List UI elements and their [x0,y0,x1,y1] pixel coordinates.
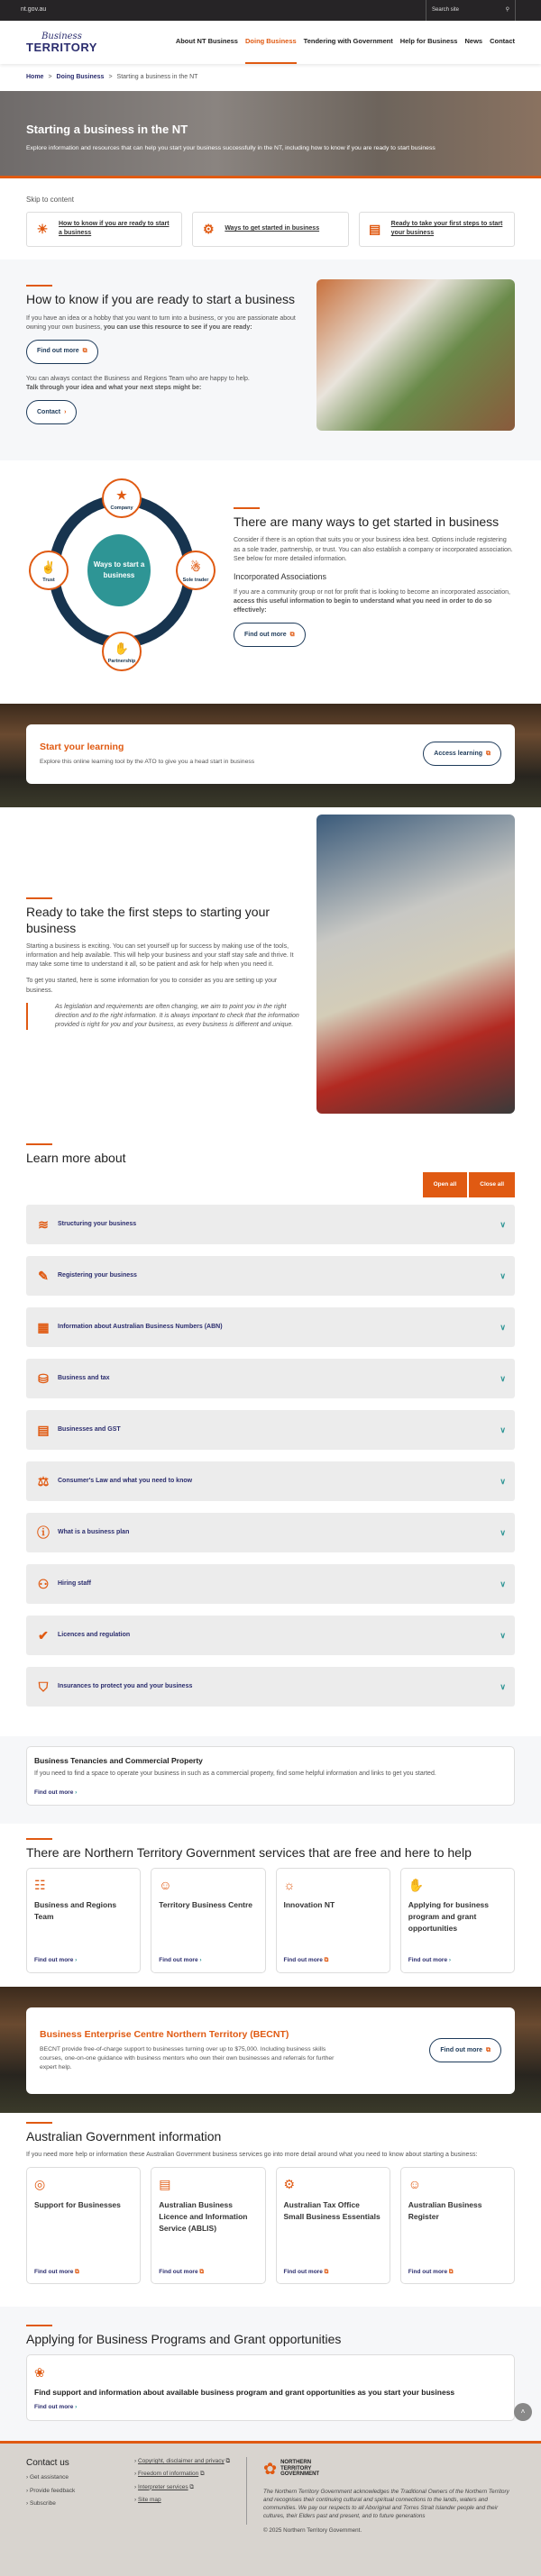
govt-find-out-more-link[interactable]: Find out more ⧉ [408,2268,454,2275]
accordion-label: Hiring staff [58,1580,91,1588]
accordion-label: Licences and regulation [58,1632,131,1639]
tenancy-section [0,1736,541,1824]
shield-icon: ⛉ [38,1679,49,1694]
accordion-item[interactable] [26,1307,515,1347]
contact-us-heading: Contact us [26,2457,69,2468]
external-link-icon: ⧉ [324,1957,329,1964]
govt-text: If you need more help or information these Australian Government business services go into more detail around what you need to know about starting a business: [26,2152,478,2159]
accent-bar [26,1838,52,1840]
head-bulb-icon: ☃ [190,560,201,574]
access-learning-button[interactable] [423,742,501,766]
org-chart-icon: ⚇ [37,1576,50,1591]
search-box[interactable] [426,0,516,21]
tenancy-text: If you need to find a space to operate your business in such as a commercial property, find some helpful information and links to get you started. [34,1770,436,1778]
external-link-icon: ⧉ [324,2268,329,2275]
copyright-text: © 2025 Northern Territory Government. [263,2526,362,2534]
accent-bar [26,2122,52,2124]
first-steps-heading: Ready to take the first steps to starting your business [26,905,270,935]
chevron-down-icon[interactable]: ∨ [500,1476,506,1486]
becnt-title: Business Enterprise Centre Northern Territory (BECNT) [40,2029,289,2041]
check-badge-icon: ✔ [38,1627,49,1643]
chat-person-icon: ☺ [159,1877,172,1892]
govt-card-title: Support for Businesses [34,2199,121,2209]
service-card-title: Innovation NT [283,1899,335,1909]
page-title: Starting a business in the NT [26,123,188,136]
button-label: Find out more [37,348,79,355]
team-icon: ☷ [34,1877,46,1892]
bricks-icon: ▦ [37,1319,50,1334]
team-stars-icon: ★ [116,487,127,502]
breadcrumb-separator: > [108,73,113,80]
calculator-icon: ▤ [37,1422,50,1437]
external-link-icon: ⧉ [199,2268,205,2275]
contact-text: You can always contact the Business and Regions Team who are happy to help. [26,375,250,382]
first-steps-text-2: To get you started, here is some information for you to consider as you are setting up your business. [26,978,278,994]
breadcrumb-current: Starting a business in the NT [116,73,198,80]
chevron-down-icon[interactable]: ∨ [500,1681,506,1691]
becnt-find-out-more-button[interactable] [429,2038,501,2062]
skip-link-ways[interactable] [192,212,348,247]
accordion-label: Registering your business [58,1272,137,1279]
chevron-right-icon: › [75,2404,78,2411]
accordion-item[interactable] [26,1205,515,1244]
button-label: Contact [37,408,61,415]
breadcrumb-doing-business[interactable]: Doing Business [56,73,105,80]
skip-link-ready[interactable] [26,212,182,247]
becnt-banner [0,1987,541,2113]
service-card-title: Territory Business Centre [159,1899,253,1909]
nt-government-logo[interactable]: ✿ NORTHERN TERRITORY GOVERNMENT [263,2457,515,2480]
govt-card-title: Australian Business Register [408,2199,482,2221]
skip-to-content [0,178,541,259]
button-label: Find out more [440,2046,482,2053]
external-link-icon: ⧉ [448,2268,454,2275]
breadcrumb-separator: > [48,73,52,80]
skip-link-label[interactable]: Ready to take your first steps to start your business [390,220,503,237]
skip-link-first-steps[interactable] [359,212,515,247]
button-label: Find out more [244,631,287,638]
service-find-out-more-link[interactable]: Find out more ⧉ [283,1957,329,1964]
chevron-down-icon[interactable]: ∨ [500,1373,506,1383]
find-out-more-button[interactable] [234,623,306,647]
chevron-right-icon: › [64,408,67,415]
footer-link-foi[interactable]: › Freedom of information ⧉ [134,2471,205,2478]
accordion-item[interactable] [26,1256,515,1296]
accent-bar [26,285,52,287]
accent-bar [26,2325,52,2326]
accordion-item[interactable] [26,1513,515,1552]
chevron-down-icon[interactable]: ∨ [500,1219,506,1229]
learning-card [26,724,515,784]
govt-card [276,2167,390,2284]
accordion-label: What is a business plan [58,1529,130,1536]
govt-find-out-more-link[interactable]: Find out more ⧉ [159,2268,205,2275]
accordion-label: Structuring your business [58,1221,137,1228]
incorporated-subheading: Incorporated Associations [234,571,327,581]
chevron-up-icon: ˄ [520,2408,526,2417]
info-icon: ⓘ [37,1525,50,1540]
tenancy-title: Business Tenancies and Commercial Property [34,1756,203,1766]
incorporated-text-bold: access this useful information to begin to understand what you need in order to do so effectively: [234,598,492,614]
accordion-label: Insurances to protect you and your business [58,1683,193,1690]
govt-find-out-more-link[interactable]: Find out more ⧉ [34,2268,79,2275]
accent-bar [26,1143,52,1145]
grants-card [26,2354,515,2421]
govt-heading: Australian Government information [26,2128,222,2144]
footer-link-interpreter[interactable]: › Interpreter services ⧉ [134,2483,195,2490]
handshake-icon: ✋ [408,1877,425,1892]
chevron-right-icon: › [75,1957,78,1964]
business-territory-logo[interactable] [26,32,97,53]
back-to-top-button[interactable] [514,2403,532,2421]
footer-link-site-map[interactable]: › Site map [134,2497,161,2504]
acknowledgement-text: The Northern Territory Government acknowledges the Traditional Owners of the Northern Territory and recognises their continuing cultural and spiritual connections to the lands, waters and communities. We pay our respects to all Aboriginal and Torres Strait Islander people and their cultures, their Elders past and present, and to future generations [263,2489,509,2520]
skip-link-label[interactable]: How to know if you are ready to start a business [59,220,170,237]
chevron-right-icon: › [75,1789,78,1796]
service-find-out-more-link[interactable]: Find out more › [159,1957,202,1964]
find-out-more-button[interactable] [26,340,98,364]
grants-text: Find support and information about available business program and grant opportunities as you start your business [34,2388,455,2398]
footer-link-provide-feedback[interactable]: › Provide feedback [26,2487,76,2494]
nav-about-nt-business[interactable]: About NT Business [175,36,238,45]
search-input[interactable]: Search site [432,7,460,14]
nav-tendering[interactable]: Tendering with Government [303,36,393,45]
accordion-item[interactable] [26,1564,515,1604]
ready-text-bold: you can use this resource to see if you are ready: [104,323,252,331]
accordion-label: Consumer's Law and what you need to know [58,1478,193,1485]
incorporated-text: If you are a community group or not for profit that is looking to become an incorporated association, [234,588,510,596]
nt-services-section [0,1824,541,1987]
ways-section [0,460,541,704]
grants-find-out-more-link[interactable]: Find out more › [34,2404,78,2411]
becnt-card [26,2007,515,2094]
accordion-label: Businesses and GST [58,1426,121,1434]
skip-link-label[interactable]: Ways to get started in business [225,225,320,232]
edit-icon: ✎ [38,1268,49,1283]
hero-banner [0,91,541,178]
lightbulb-icon: ☀ [36,221,49,236]
chevron-down-icon[interactable]: ∨ [500,1425,506,1434]
layers-icon: ≋ [38,1216,49,1232]
contact-button[interactable] [26,400,77,424]
ways-text: Consider if there is an option that suits you or your business idea best. Options include registering as a sole trader, partnership, or trust. You can also establish a company or incorporated association. See below for more detailed information. [234,537,513,562]
award-ribbon-icon: ❀ [34,2364,45,2380]
search-icon[interactable]: ⚲ [505,7,509,14]
accordion-item[interactable] [26,1461,515,1501]
handshake-icon: ✌ [41,560,57,574]
govt-card-title: Australian Tax Office Small Business Essentials [283,2199,381,2221]
external-link-icon: ⧉ [486,750,491,757]
chevron-down-icon[interactable]: ∨ [500,1630,506,1640]
footer-link-copyright[interactable]: › Copyright, disclaimer and privacy ⧉ [134,2457,231,2464]
nav-doing-business[interactable]: Doing Business [245,21,297,64]
service-card-title: Business and Regions Team [34,1899,117,1922]
tenancy-card [26,1746,515,1806]
target-icon: ◎ [34,2177,46,2192]
becnt-text: BECNT provide free-of-charge support to businesses turning over up to $75,000. Including business skills courses, one-on-one guidance with business mentors who own their own businesses and referrals for further expert help. [40,2046,335,2071]
logo-text: TERRITORY [26,40,97,54]
learning-title: Start your learning [40,742,124,753]
button-label: Access learning [434,750,482,757]
first-steps-text: Starting a business is exciting. You can set yourself up for success by making use of the tools, information and help available. This will help your business and your staff stay safe and thrive. It may take some time to understand it all, so be patient and ask for help when you need it. [26,943,294,969]
accordion-label: Business and tax [58,1375,110,1382]
breadcrumb [0,64,541,91]
main-nav [176,21,515,64]
close-all-button[interactable]: Close all [469,1172,515,1197]
diagram-center: Ways to start a business [87,534,151,606]
learning-text: Explore this online learning tool by the ATO to give you a head start in business [40,759,255,766]
nav-contact[interactable]: Contact [490,36,515,45]
govt-card [26,2167,141,2284]
service-card-title: Applying for business program and grant opportunities [408,1899,490,1934]
gear-icon: ⚙ [283,2177,296,2192]
chevron-down-icon[interactable]: ∨ [500,1322,506,1332]
services-heading: There are Northern Territory Government services that are free and here to help [26,1845,472,1861]
govt-card-title: Australian Business Licence and Information Service (ABLIS) [159,2199,248,2233]
coffee-caravan-photo [316,279,515,431]
node-trust: ✌ Trust [29,551,69,590]
external-link-icon: ⧉ [82,348,87,355]
site-link[interactable]: nt.gov.au [21,6,47,14]
nav-news[interactable]: News [464,36,483,45]
top-bar [0,0,541,21]
ready-section [0,259,541,460]
chevron-right-icon: › [199,1957,202,1964]
grants-section [0,2307,541,2441]
ready-heading: How to know if you are ready to start a business [26,292,296,307]
node-sole-trader: ☃ Sole trader [176,551,215,590]
external-link-icon: ⧉ [486,2046,491,2053]
external-link-icon: ⧉ [289,631,295,638]
govt-find-out-more-link[interactable]: Find out more ⧉ [283,2268,329,2275]
mechanic-photo [316,815,515,1114]
ways-diagram [26,478,215,677]
logo-script: Business [41,31,82,41]
service-find-out-more-link[interactable]: Find out more › [34,1957,78,1964]
hero-text: Explore information and resources that can help you start your business successfully in the NT, including how to know if you are ready to start business [26,144,436,151]
node-partnership: ✋ Partnership [102,632,142,671]
service-find-out-more-link[interactable]: Find out more › [408,1957,452,1964]
chevron-right-icon: › [448,1957,452,1964]
accent-bar [26,897,52,899]
service-card [400,1868,515,1973]
coins-icon: ⛁ [38,1370,49,1386]
node-company: ★ Company [102,478,142,518]
grants-heading: Applying for Business Programs and Grant opportunities [26,2332,342,2347]
accent-bar [234,507,260,509]
accordion-item[interactable] [26,1667,515,1707]
footer-link-subscribe[interactable]: › Subscribe [26,2500,56,2508]
service-card [151,1868,265,1973]
external-link-icon: ⧉ [75,2268,79,2275]
learn-more-section [0,1130,541,1737]
gear-icon: ⚙ [203,221,215,236]
chevron-down-icon[interactable]: ∨ [500,1270,506,1280]
user-circle-icon: ☺ [408,2177,422,2192]
chevron-down-icon[interactable]: ∨ [500,1527,506,1537]
scales-icon: ⚖ [37,1473,50,1488]
govt-card [400,2167,515,2284]
ready-text: If you have an idea or a hobby that you want to turn into a business, or you are passionate about owning your own business, [26,314,296,331]
desert-rose-icon: ✿ [263,2459,278,2478]
contact-text-bold: Talk through your idea and what your next steps might be: [26,384,202,391]
lightbulb-icon: ☼ [283,1877,296,1892]
ways-heading: There are many ways to get started in business [234,514,500,529]
accordion-item[interactable] [26,1410,515,1450]
tenancy-find-out-more-link[interactable]: Find out more › [34,1789,78,1796]
service-card [26,1868,141,1973]
accordion-label: Information about Australian Business Numbers (ABN) [58,1324,223,1331]
footer-link-get-assistance[interactable]: › Get assistance [26,2474,69,2481]
chevron-down-icon[interactable]: ∨ [500,1579,506,1588]
accordion-item[interactable] [26,1616,515,1655]
learning-banner [0,704,541,807]
govt-card [151,2167,265,2284]
service-card [276,1868,390,1973]
australian-government-section [0,2113,541,2307]
learn-more-heading: Learn more about [26,1150,126,1165]
accordion-item[interactable] [26,1359,515,1398]
document-list-icon: ▤ [369,221,381,236]
nav-help-for-business[interactable]: Help for Business [399,36,458,45]
first-steps-section [0,807,541,1130]
open-all-button[interactable]: Open all [423,1172,468,1197]
site-header [0,21,541,64]
site-footer [0,2441,541,2576]
breadcrumb-home[interactable]: Home [26,73,44,80]
document-list-icon: ▤ [159,2177,171,2192]
disclaimer-quote: As legislation and requirements are often changing, we aim to point you in the right direction and to the right information. It is always important to check that the information provided is right for you and your business, as every business is different and unique. [26,1003,302,1030]
skip-label: Skip to content [26,196,74,204]
high-five-icon: ✋ [114,641,130,655]
